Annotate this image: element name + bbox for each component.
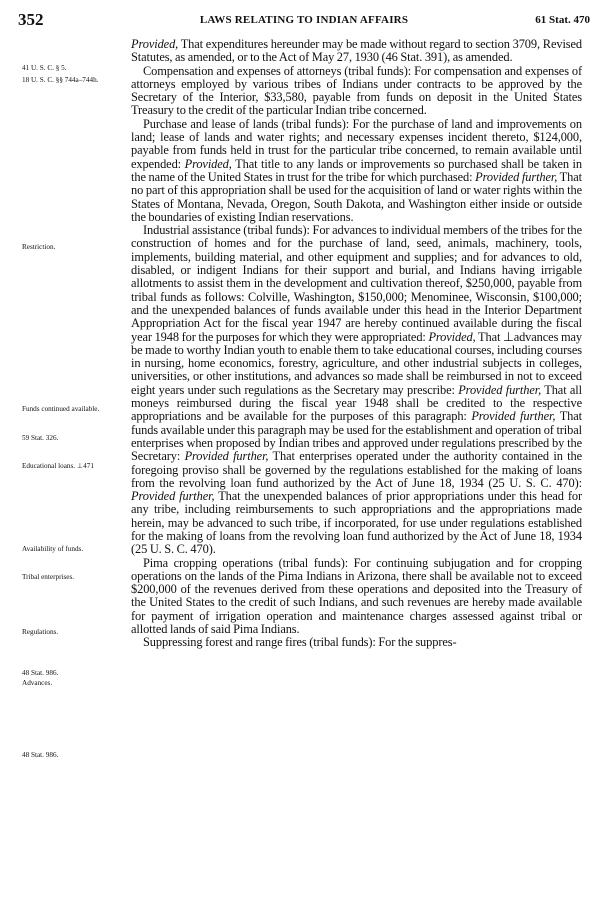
statute-reference: 61 Stat. 470	[535, 14, 590, 26]
margin-note: Advances.	[22, 679, 53, 687]
margin-note: 18 U. S. C. §§ 744a–744h.	[22, 76, 99, 84]
paragraph-pima-cropping: Pima cropping operations (tribal funds): For continuing subjugation and for cropping operations on the lands of the Pima Indians in Arizona, there shall be available not to exceed $200,000 of the revenues derived from these operations and deposited into the Treasury of the United States to the credit of such Indians, and such revenues are hereby made available for payment of irrigation operation and maintenance charges assessed against tribal or allotted lands of said Pima Indians.	[131, 555, 582, 637]
paragraph-forest-fires: Suppressing forest and range fires (tribal funds): For the suppres-	[143, 635, 457, 650]
margin-note: Tribal enterprises.	[22, 573, 75, 581]
body-text	[131, 38, 582, 650]
margin-note: 59 Stat. 326.	[22, 434, 59, 442]
margin-note: Regulations.	[22, 628, 59, 636]
margin-note: Availability of funds.	[22, 545, 84, 553]
margin-note: 48 Stat. 986.	[22, 751, 59, 759]
margin-note: 48 Stat. 986.	[22, 669, 59, 677]
margin-note: Educational loans. ⊥471	[22, 462, 94, 470]
running-title: LAWS RELATING TO INDIAN AFFAIRS	[199, 14, 409, 26]
paragraph-industrial-assistance: Industrial assistance (tribal funds): For advances to individual members of the tribes for the construction of homes and for the purchase of land, seed, animals, machinery, tools, implements, building material, and other equipment and supplies; and for advances to old, disabled, or indigent Indians for their support and burial, and Indians having irrigable allotments to assist them in the development and cultivation thereof, $250,000, payable from tribal funds as follows: Colville, Washington, $150,000; Menominee, Wisconsin, $100,000; and the unexpended balances of funds available under this head in the Interior Department Appropriation Act for the fiscal year 1947 are hereby continued available during the fiscal year 1948 for the purposes for which they were appropriated: Provided, That ⊥advances may be made to worthy Indian youth to enable them to take educational courses, including courses in nursing, home economics, forestry, agriculture, and other industrial subjects in colleges, universities, or other institutions, and advances so made shall be reimbursed in not to exceed eight years under such regulations as the Secretary may prescribe: Provided further, That all moneys reimbursed during the fiscal year 1948 shall be credited to the respective appropriations and be available for the purposes of this paragraph: Provided further, That funds available under this paragraph may be used for the establishment and operation of tribal enterprises when proposed by Indian tribes and approved under regulations prescribed by the Secretary: Provided further, That enterprises operated under the authority contained in the foregoing proviso shall be governed by the regulations established for the making of loans from the revolving loan fund authorized by the Act of June 18, 1934 (25 U. S. C. 470): Provided further, That the unexpended balances of prior appropriations under this head for any tribe, including reimbursements to such appropriations and the appropriations made herein, may be advanced to such tribe, if incorporated, for use under regulations established for the making of loans from the revolving loan fund authorized by the Act of June 18, 1934 (25 U. S. C. 470).	[131, 223, 582, 557]
paragraph-purchase-lease-lands: Purchase and lease of lands (tribal funds): For the purchase of land and improvements on land; lease of lands and water rights; and necessary expenses incident thereto, $124,000, payable from funds held in trust for the particular tribe concerned, to remain available until expended: Provided, That title to any lands or improvements so purchased shall be taken in the name of the United States in trust for the tribe for which purchased: Provided further, That no part of this appropriation shall be used for the acquisition of land or water rights within the States of Montana, Nevada, Oregon, South Dakota, and Washington either inside or outside the boundaries of existing Indian reservations.	[131, 116, 582, 224]
margin-note: Restriction.	[22, 243, 56, 251]
margin-note: Funds continued available.	[22, 405, 100, 413]
paragraph-proviso: Provided, That expenditures hereunder may be made without regard to section 3709, Revised Statutes, as amended, or to the Act of May 27, 1930 (46 Stat. 391), as amended.	[131, 37, 582, 65]
paragraph-attorneys: Compensation and expenses of attorneys (tribal funds): For compensation and expenses of attorneys employed by various tribes of Indians under contracts to be approved by the Secretary of the Interior, $33,580, payable from funds on deposit in the United States Treasury to the credit of the particular Indian tribe concerned.	[131, 63, 582, 118]
page-header	[18, 10, 590, 32]
margin-note: 41 U. S. C. § 5.	[22, 64, 67, 72]
page-number: 352	[18, 10, 44, 29]
